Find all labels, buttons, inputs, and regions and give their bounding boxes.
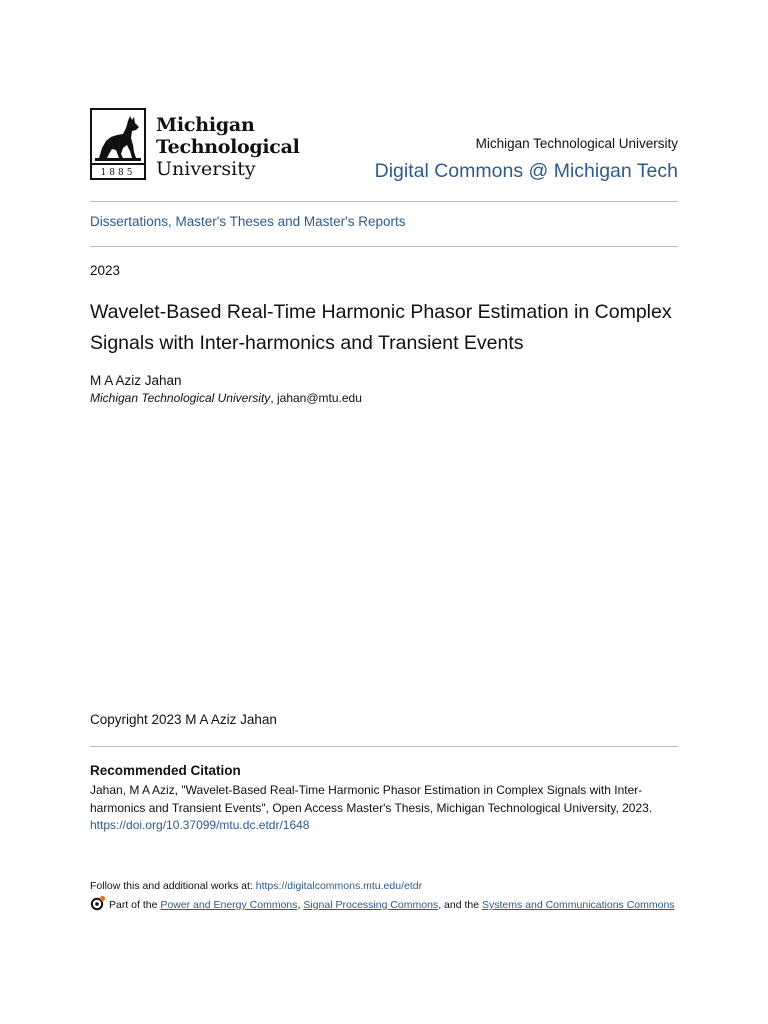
affiliation-name: Michigan Technological University [90,391,271,405]
university-name: Michigan Technological University [475,136,678,151]
document-title: Wavelet-Based Real-Time Harmonic Phasor Estimation in Complex Signals with Inter-harmonics and Transient Events [90,301,672,354]
doi-link[interactable]: https://doi.org/10.37099/mtu.dc.etdr/1648 [90,818,310,832]
divider [90,201,678,202]
signal-processing-commons-link[interactable]: Signal Processing Commons [303,899,439,911]
logo-line-3: University [156,158,256,180]
network-icon [90,895,106,911]
follow-line [90,880,422,892]
citation-text: Jahan, M A Aziz, "Wavelet-Based Real-Time Harmonic Phasor Estimation in Complex Signals with Inter-harmonics and Transient Events", Open Access Master's Thesis, Michigan Technological University, 2023. [90,783,653,815]
cover-page [90,0,678,1024]
logo-year: 1885 [100,168,136,178]
power-energy-commons-link[interactable]: Power and Energy Commons [160,899,298,911]
divider [90,746,678,747]
logo-line-1: Michigan [156,114,255,136]
logo-line-2: Technological [156,136,300,158]
series-link[interactable]: Dissertations, Master's Theses and Master's Reports [90,214,406,229]
university-logo [90,108,300,182]
systems-communications-commons-link[interactable]: Systems and Communications Commons [481,899,675,911]
divider [90,246,678,247]
part-of-prefix: Part of the [109,899,161,911]
part-of-line [90,895,678,913]
digital-commons-link[interactable]: Digital Commons @ Michigan Tech [374,160,678,182]
publication-year: 2023 [90,263,121,278]
author-affiliation: Michigan Technological University, jahan@mtu.edu [90,391,362,405]
separator: , and the [438,899,482,911]
separator: , [297,899,304,911]
follow-prefix: Follow this and additional works at: [90,880,256,892]
citation-block [90,782,682,835]
logo-wordmark [156,114,300,180]
citation-heading: Recommended Citation [90,763,241,778]
collection-url-link[interactable]: https://digitalcommons.mtu.edu/etdr [255,880,423,892]
copyright-notice: Copyright 2023 M A Aziz Jahan [90,712,277,727]
husky-silhouette-icon [90,108,146,180]
author-email: jahan@mtu.edu [276,391,362,405]
author-name: M A Aziz Jahan [90,373,182,388]
header-right [375,135,678,185]
